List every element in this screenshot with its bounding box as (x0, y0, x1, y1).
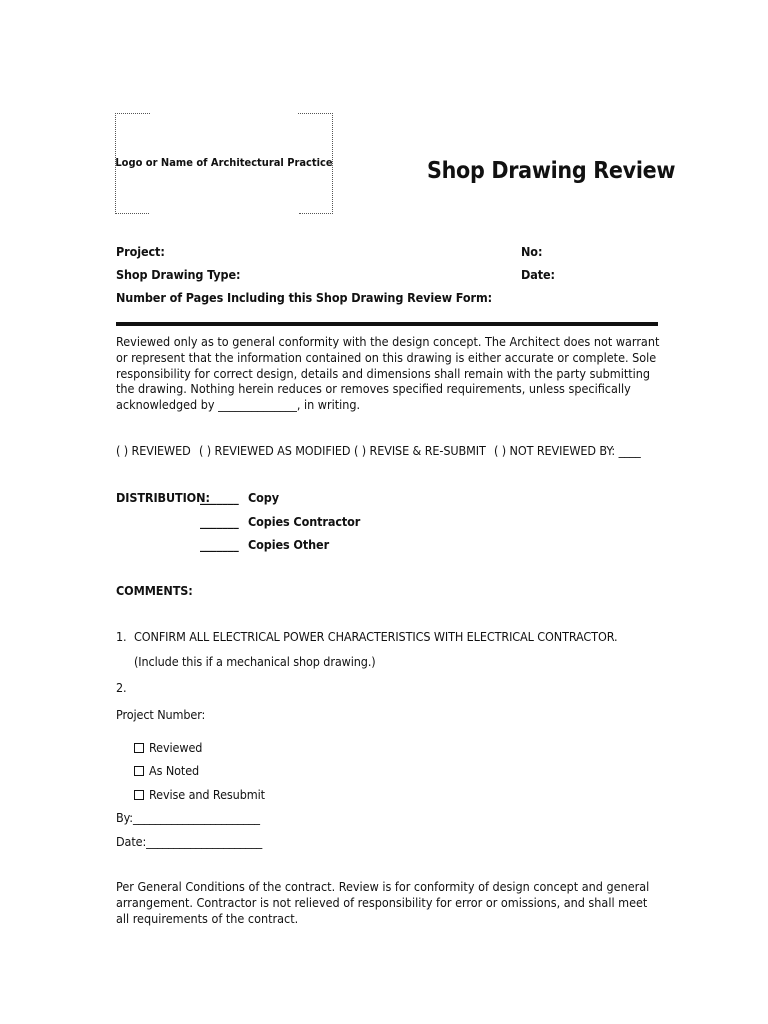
comment-1-number: 1. (116, 629, 127, 644)
checklist-item-reviewed (134, 740, 202, 756)
logo-placeholder-text: Logo or Name of Architectural Practice (115, 156, 333, 169)
checklist-label-revise-resubmit: Revise and Resubmit (149, 787, 265, 802)
logo-placeholder-box (115, 113, 333, 214)
distribution-label: DISTRIBUTION: (116, 490, 210, 505)
distribution-blank-other: _______ (200, 537, 239, 552)
comment-2-number: 2. (116, 680, 127, 695)
distribution-copy: Copy (248, 490, 279, 505)
checklist-item-as-noted (134, 763, 199, 779)
date-field-label: Date: (521, 267, 555, 282)
checkbox-icon (134, 743, 144, 753)
checkbox-icon (134, 766, 144, 776)
option-reviewed: ( ) REVIEWED (116, 443, 191, 458)
number-field-label: No: (521, 244, 543, 259)
project-field-label: Project: (116, 244, 165, 259)
distribution-copies-contractor: Copies Contractor (248, 514, 361, 529)
checklist-label-as-noted: As Noted (149, 763, 200, 778)
option-revise-resubmit: ( ) REVISE & RE-SUBMIT (354, 443, 486, 458)
signed-by-line: By:_______________________ (116, 810, 260, 825)
corner-bracket-bottom-right (299, 213, 333, 214)
option-not-reviewed: ( ) NOT REVIEWED BY: ____ (494, 443, 641, 458)
document-title: Shop Drawing Review (427, 158, 676, 184)
signed-date-line: Date:_____________________ (116, 834, 263, 849)
checklist-item-revise-resubmit (134, 787, 265, 803)
distribution-blank-copy: _______ (200, 490, 239, 505)
page-count-label: Number of Pages Including this Shop Drawing Review Form: (116, 290, 492, 305)
project-number-label: Project Number: (116, 707, 206, 722)
general-conditions-note: Per General Conditions of the contract. Review is for conformity of design concept and general arrangement. Contractor is not relieved of responsibility for error or omissions, and shall meet all requirements of the contract. (116, 879, 650, 926)
comment-1-text: CONFIRM ALL ELECTRICAL POWER CHARACTERISTICS WITH ELECTRICAL CONTRACTOR. (134, 629, 618, 644)
distribution-copies-other: Copies Other (248, 537, 330, 552)
comments-label: COMMENTS: (116, 583, 193, 598)
option-reviewed-as-modified: ( ) REVIEWED AS MODIFIED (199, 443, 351, 458)
corner-bracket-bottom-left (115, 213, 149, 214)
distribution-blank-contractor: _______ (200, 514, 239, 529)
section-divider (116, 322, 658, 326)
checkbox-icon (134, 790, 144, 800)
checklist-label-reviewed: Reviewed (149, 740, 203, 755)
shop-drawing-type-label: Shop Drawing Type: (116, 267, 241, 282)
comment-1-note: (Include this if a mechanical shop drawing.) (134, 654, 376, 669)
disclaimer-paragraph: Reviewed only as to general conformity with the design concept. The Architect does not warrant or represent that the information contained on this drawing is either accurate or complete. Sole responsibility for correct design, details and dimensions shall remain with the party submitting the drawing. Nothing herein reduces or removes specified requirements, unless specifically acknowledged by ______________, in writing. (116, 334, 660, 413)
